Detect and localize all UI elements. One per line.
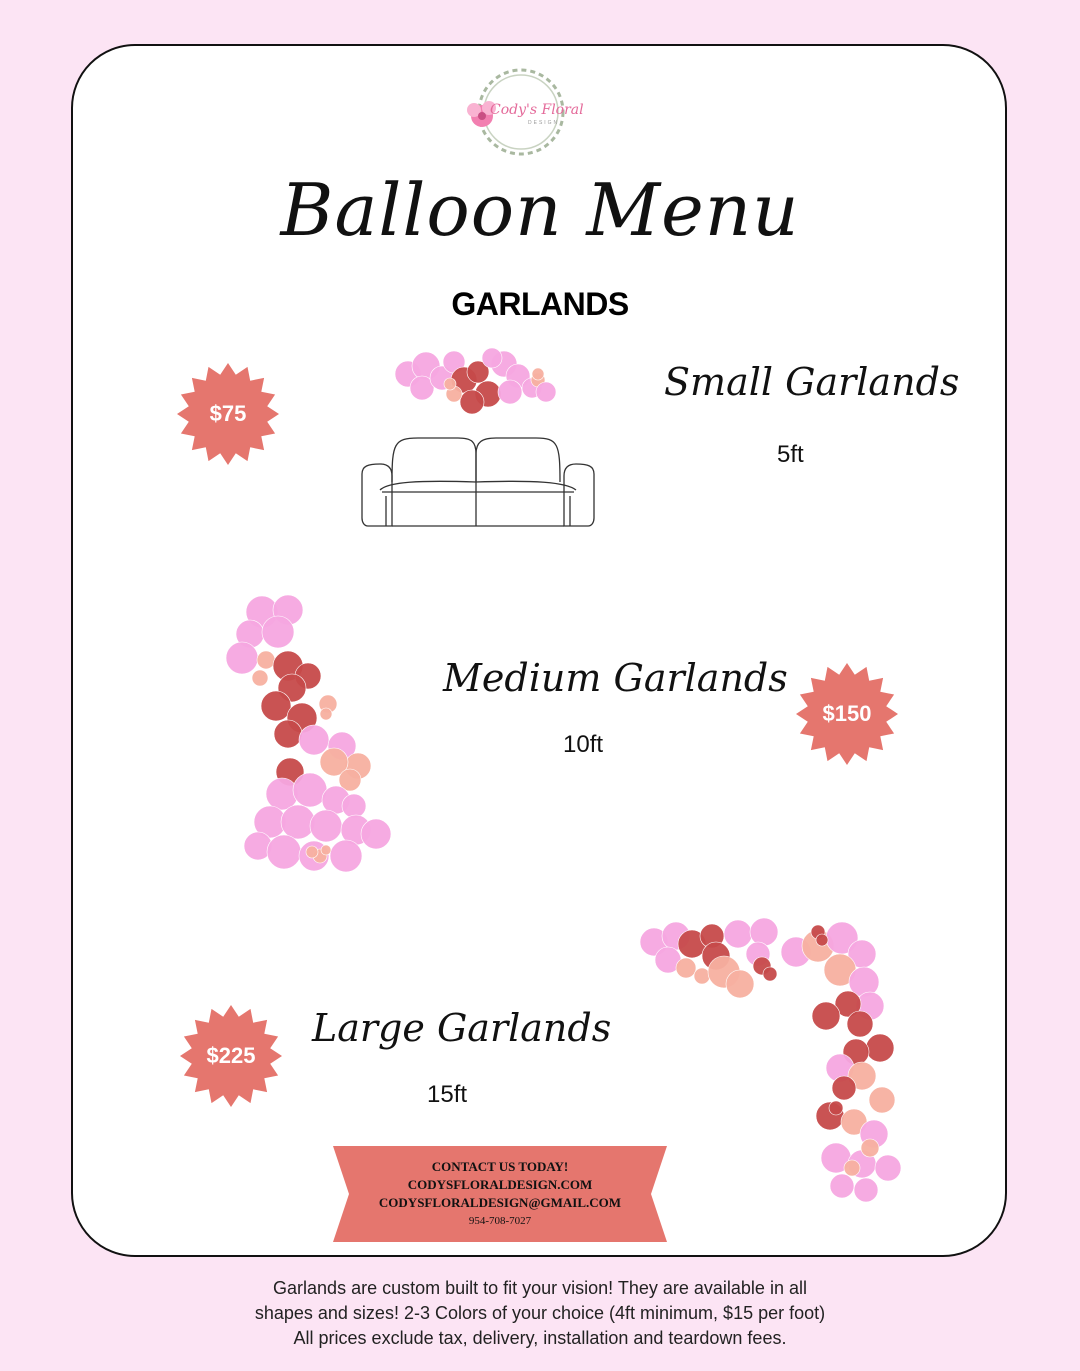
balloon-shape (726, 970, 754, 998)
balloon-shape (866, 1034, 894, 1062)
price-badge-medium (795, 662, 899, 766)
item-size-medium: 10ft (563, 731, 604, 758)
balloon-shape (536, 382, 556, 402)
balloon-shape (676, 958, 696, 978)
item-name-small: Small Garlands (664, 360, 960, 404)
balloon-shape (252, 670, 268, 686)
price-label: $225 (206, 1043, 256, 1068)
contact-banner (333, 1146, 667, 1242)
balloon-shape (267, 835, 301, 869)
large-garland-illustration (630, 912, 910, 1212)
balloon-shape (829, 1101, 843, 1115)
balloon-shape (306, 846, 318, 858)
contact-website[interactable]: CODYSFLORALDESIGN.COM (407, 1177, 593, 1192)
price-label: $150 (822, 701, 872, 726)
price-badge-small (176, 362, 280, 466)
balloon-shape (262, 616, 294, 648)
balloon-shape (342, 794, 366, 818)
footer-note (0, 1276, 1080, 1351)
balloon-shape (854, 1178, 878, 1202)
balloon-shape (861, 1139, 879, 1157)
footer-line: All prices exclude tax, delivery, installation and teardown fees. (293, 1328, 787, 1348)
contact-phone[interactable]: 954-708-7027 (468, 1215, 532, 1227)
balloon-shape (310, 810, 342, 842)
balloon-shape (330, 840, 362, 872)
small-garland-illustration (392, 344, 568, 420)
medium-garland-illustration (222, 594, 398, 884)
footer-line: shapes and sizes! 2-3 Colors of your choice (4ft minimum, $15 per foot) (254, 1303, 826, 1323)
page-title: Balloon Menu (280, 168, 800, 252)
balloon-shape (444, 378, 456, 390)
balloon-shape (281, 805, 315, 839)
price-badge-large (179, 1004, 283, 1108)
balloon-shape (844, 1160, 860, 1176)
logo-text: Cody's Floral (490, 102, 584, 118)
balloon-shape (274, 720, 302, 748)
price-label: $75 (209, 401, 247, 426)
balloon-shape (482, 348, 502, 368)
footer-line: Garlands are custom built to fit your vision! They are available in all (273, 1278, 807, 1298)
section-heading: GARLANDS (451, 286, 629, 322)
balloon-shape (869, 1087, 895, 1113)
balloon-shape (847, 1011, 873, 1037)
balloon-shape (320, 708, 332, 720)
balloon-shape (299, 725, 329, 755)
item-size-large: 15ft (427, 1081, 468, 1108)
balloon-shape (460, 390, 484, 414)
item-size-small: 5ft (777, 441, 804, 468)
balloon-shape (875, 1155, 901, 1181)
balloon-shape (694, 968, 710, 984)
balloon-shape (498, 380, 522, 404)
balloon-shape (832, 1076, 856, 1100)
balloon-shape (226, 642, 258, 674)
balloon-shape (816, 934, 828, 946)
balloon-shape (261, 691, 291, 721)
logo-subtext: DESIGN (528, 120, 560, 126)
sofa-icon (358, 434, 598, 530)
balloon-shape (750, 918, 778, 946)
balloon-shape (724, 920, 752, 948)
balloon-shape (532, 368, 544, 380)
item-name-medium: Medium Garlands (443, 656, 788, 700)
balloon-shape (812, 1002, 840, 1030)
contact-email[interactable]: CODYSFLORALDESIGN@GMAIL.COM (378, 1195, 622, 1210)
contact-headline: CONTACT US TODAY! (431, 1159, 569, 1174)
balloon-shape (830, 1174, 854, 1198)
balloon-shape (321, 845, 331, 855)
brand-logo (462, 64, 584, 160)
balloon-shape (257, 651, 275, 669)
item-name-large: Large Garlands (312, 1006, 612, 1050)
balloon-shape (361, 819, 391, 849)
balloon-shape (763, 967, 777, 981)
